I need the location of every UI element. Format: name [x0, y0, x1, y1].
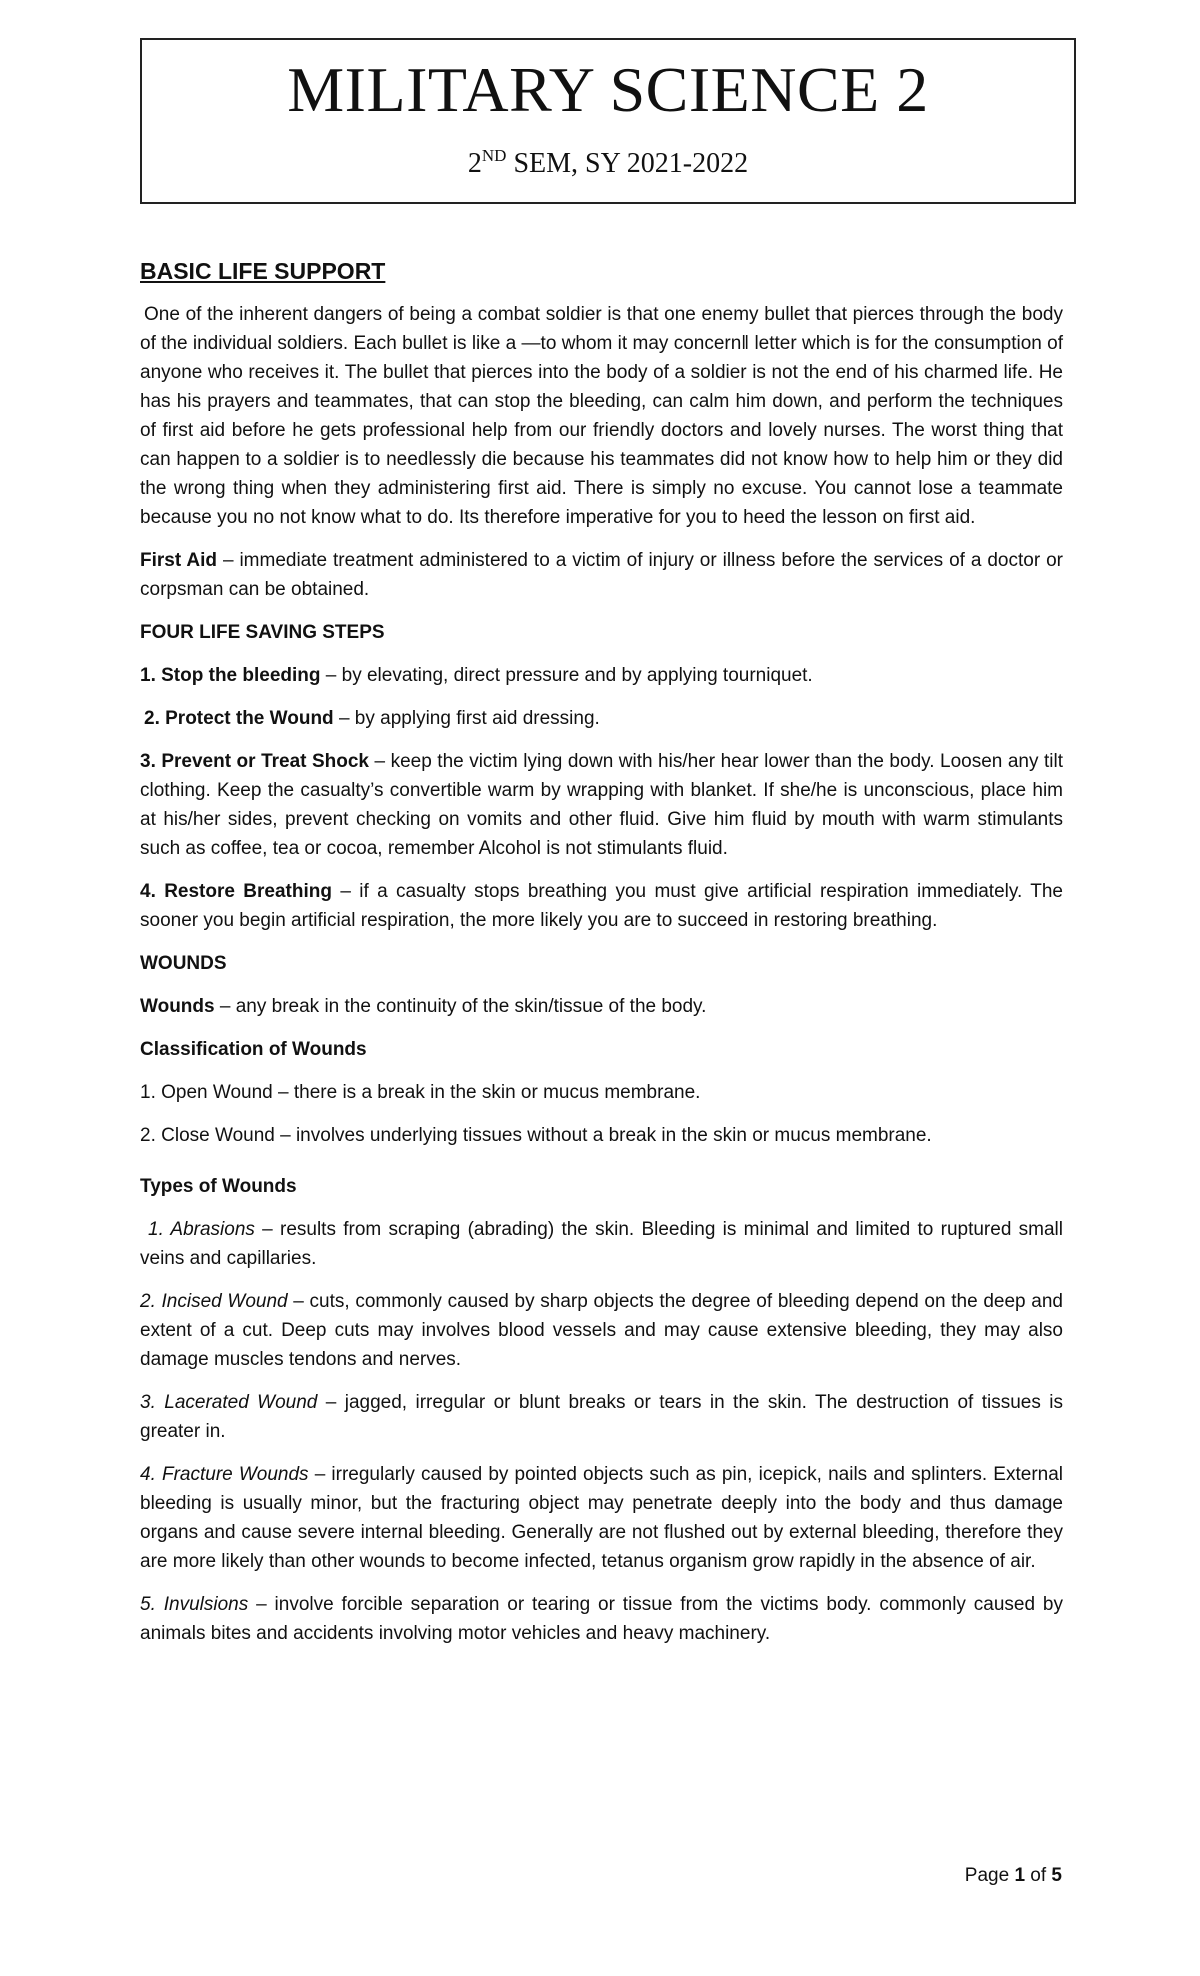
page-of: of: [1025, 1865, 1052, 1886]
step-label: 2. Protect the Wound: [144, 708, 334, 729]
semester-superscript: ND: [481, 146, 507, 165]
step-item: [140, 877, 1063, 935]
semester-line: [142, 148, 1074, 180]
intro-paragraph: One of the inherent dangers of being a combat soldier is that one enemy bullet that pierces through the body of the individual soldiers. Each bullet is like a —to whom it may concern‖ letter which is for the consumption of anyone who receives it. The bullet that pierces into the body of a soldier is not the end of his charmed life. He has his prayers and teammates, that can stop the bleeding, can calm him down, and perform the techniques of first aid before he gets professional help from our friendly doctors and lovely nurses. The worst thing that can happen to a soldier is to needlessly die because his teammates did not know how to help him or they did the wrong thing when they administering first aid. There is simply no excuse. You cannot lose a teammate because you no not know what to do. Its therefore imperative for you to heed the lesson on first aid.: [140, 304, 1063, 528]
semester-number: 2: [467, 148, 482, 179]
wound-type-item: [140, 1590, 1063, 1648]
step-text: – by applying first aid dressing.: [333, 708, 600, 729]
wound-type-label: 3. Lacerated Wound: [140, 1392, 318, 1413]
step-item: [140, 747, 1063, 863]
first-aid-definition: [140, 546, 1063, 604]
step-label: 1. Stop the bleeding: [140, 665, 321, 686]
step-text: – by elevating, direct pressure and by applying tourniquet.: [320, 665, 813, 686]
life-saving-heading: FOUR LIFE SAVING STEPS: [140, 622, 385, 643]
step-label: 3. Prevent or Treat Shock: [140, 751, 369, 772]
step-text: – keep the victim lying down with his/her hear lower than the body. Loosen any tilt clothing. Keep the casualty’s convertible warm by wrapping with blanket. If she/he is unconscious, place him at his/her sides, prevent checking on vomits and other fluid. Give him fluid by mouth with warm stimulants such as coffee, tea or cocoa, remember Alcohol is not stimulants fluid.: [140, 751, 1063, 859]
step-item: [140, 704, 1063, 733]
step-item: [140, 661, 1063, 690]
page-current: 1: [1014, 1865, 1026, 1886]
first-aid-text: – immediate treatment administered to a victim of injury or illness before the services of a doctor or corpsman can be obtained.: [140, 550, 1064, 600]
wound-type-label: 5. Invulsions: [140, 1594, 249, 1615]
wound-type-item: [140, 1460, 1063, 1576]
wound-type-text: – results from scraping (abrading) the skin. Bleeding is minimal and limited to ruptured small veins and capillaries.: [140, 1219, 1063, 1269]
wounds-term: Wounds: [140, 996, 215, 1017]
wounds-heading: WOUNDS: [140, 953, 227, 974]
wound-type-text: – irregularly caused by pointed objects such as pin, icepick, nails and splinters. External bleeding is usually minor, but the fracturing object may penetrate deeply into the body and thus damage organs and cause severe internal bleeding. Generally are not flushed out by external bleeding, therefore they are more likely than other wounds to become infected, tetanus organism grow rapidly in the absence of air.: [140, 1464, 1063, 1572]
document-body: [140, 256, 1063, 1662]
page-total: 5: [1051, 1865, 1062, 1886]
wound-type-label: 2. Incised Wound: [140, 1291, 288, 1312]
wound-type-item: [140, 1388, 1063, 1446]
step-label: 4. Restore Breathing: [140, 881, 332, 902]
wound-type-text: – jagged, irregular or blunt breaks or tears in the skin. The destruction of tissues is greater in.: [140, 1392, 1063, 1442]
classification-item: 1. Open Wound – there is a break in the skin or mucus membrane.: [140, 1082, 701, 1103]
wound-type-item: [140, 1215, 1063, 1273]
wound-type-label: 4. Fracture Wounds: [140, 1464, 309, 1485]
wound-type-text: – cuts, commonly caused by sharp objects the degree of bleeding depend on the deep and extent of a cut. Deep cuts may involves blood vessels and may cause extensive bleeding, they may also damage muscles tendons and nerves.: [140, 1291, 1063, 1370]
wounds-definition: [140, 992, 1063, 1021]
classification-list: [140, 1078, 1063, 1150]
classification-item: 2. Close Wound – involves underlying tissues without a break in the skin or mucus membrane.: [140, 1125, 932, 1146]
page-number: [965, 1865, 1062, 1887]
first-aid-term: First Aid: [140, 550, 218, 571]
step-text: – if a casualty stops breathing you must give artificial respiration immediately. The sooner you begin artificial respiration, the more likely you are to succeed in restoring breathing.: [140, 881, 1063, 931]
header-box: [140, 38, 1076, 204]
wound-type-label: 1. Abrasions: [148, 1219, 255, 1240]
types-heading: Types of Wounds: [140, 1176, 297, 1197]
classification-heading: Classification of Wounds: [140, 1039, 367, 1060]
document-title: MILITARY SCIENCE 2: [287, 54, 929, 125]
wounds-text: – any break in the continuity of the skin/tissue of the body.: [214, 996, 707, 1017]
semester-year: SEM, SY 2021-2022: [506, 148, 749, 179]
section-title: BASIC LIFE SUPPORT: [140, 258, 386, 284]
wound-type-item: [140, 1287, 1063, 1374]
page-prefix: Page: [964, 1865, 1015, 1886]
wound-type-text: – involve forcible separation or tearing or tissue from the victims body. commonly caused by animals bites and accidents involving motor vehicles and heavy machinery.: [140, 1594, 1063, 1644]
